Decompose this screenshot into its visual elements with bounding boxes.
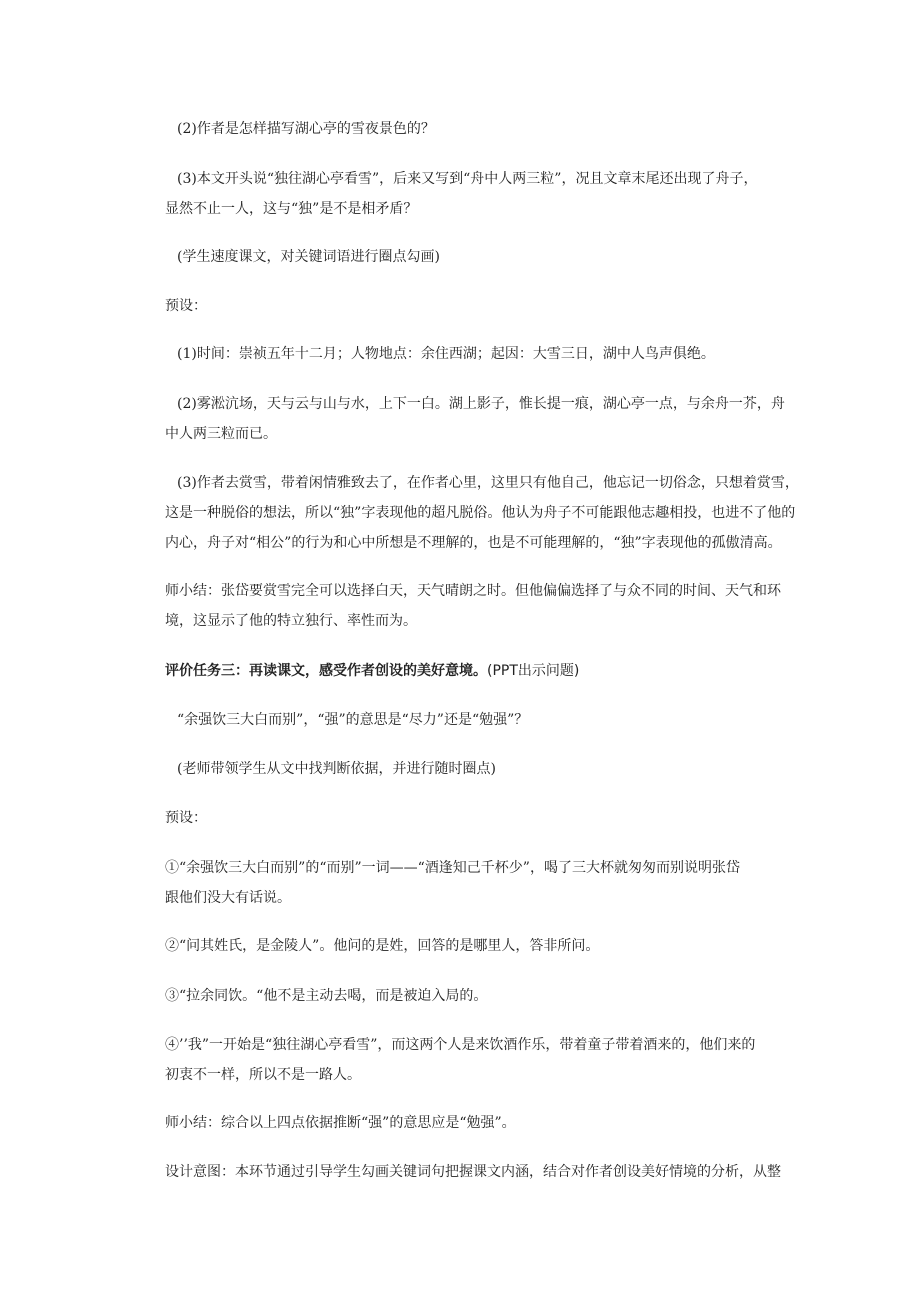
answer-3-line-3: 内心，舟子对“相公”的行为和心中所想是不理解的，也是不可能理解的，“独”字表现他的孤傲清高。 [165,535,782,551]
student-instruction-text: (学生速度课文，对关键词语进行圈点勾画) [177,249,440,265]
teacher-summary-2-text: 师小结：综合以上四点依据推断“强”的意思应是“勉强”。 [165,1115,516,1131]
design-intent [165,1157,790,1187]
evidence-1 [165,853,790,913]
evidence-1-line-1: ①“余强饮三大白而别”的“而别”一词——“酒逢知己千杯少”，喝了三大杯就匆匆而别说明张岱 [165,860,740,876]
answer-1-text: (1)时间：崇祯五年十二月；人物地点：余住西湖；起因：大雪三日，湖中人鸟声俱绝。 [177,346,715,362]
key-question [165,705,790,735]
question-3 [165,164,790,224]
evidence-2-text: ②“问其姓氏，是金陵人”。他问的是姓，回答的是哪里人，答非所问。 [165,938,600,954]
evidence-1-line-2: 跟他们没大有话说。 [165,890,291,906]
preset-heading-2-text: 预设： [165,810,207,826]
question-3-line-2: 显然不止一人，这与“独”是不是相矛盾？ [165,201,418,217]
preset-heading-1 [165,291,790,321]
answer-2-line-1: (2)雾淞沆场，天与云与山与水，上下一白。湖上影子，惟长提一痕，湖心亭一点，与余舟一芥，舟 [177,396,785,412]
evaluation-task-3 [165,656,790,686]
design-intent-text: 设计意图：本环节通过引导学生勾画关键词句把握课文内涵，结合对作者创设美好情境的分析，从整 [165,1164,781,1180]
answer-1 [165,339,790,369]
teacher-summary-1-line-2: 境，这显示了他的特立独行、率性而为。 [165,613,417,629]
evidence-3-text: ③“拉余同饮。“他不是主动去喝，而是被迫入局的。 [165,988,488,1004]
evidence-2 [165,931,790,961]
student-instruction [165,242,790,272]
evidence-3 [165,981,790,1011]
teacher-summary-1-line-1: 师小结：张岱要赏雪完全可以选择白天，天气晴朗之时。但他偏偏选择了与众不同的时间、天气和环 [165,583,781,599]
question-2-text: (2)作者是怎样描写湖心亭的雪夜景色的？ [177,121,435,137]
answer-3-line-2: 这是一种脱俗的想法，所以“独”字表现他的超凡脱俗。他认为舟子不可能跟他志趣相投，也进不了他的 [165,505,796,521]
teacher-summary-1 [165,576,790,636]
evaluation-task-3-ppt-note: (PPT出示问题) [487,663,580,679]
teacher-instruction-text: (老师带领学生从文中找判断依据，并进行随时圈点) [177,761,496,777]
evaluation-task-3-text [165,656,790,686]
preset-heading-1-text: 预设： [165,298,207,314]
question-2 [165,114,790,144]
preset-heading-2 [165,803,790,833]
answer-3 [165,468,799,558]
answer-2-line-2: 中人两三粒而已。 [165,426,277,442]
answer-2 [165,389,790,449]
evidence-4 [165,1030,790,1090]
key-question-text: “余强饮三大白而别”，“强”的意思是“尽力”还是“勉强”？ [177,712,529,728]
teacher-instruction [165,754,790,784]
evidence-4-line-1: ④’’我”一开始是“独往湖心亭看雪”，而这两个人是来饮酒作乐，带着童子带着酒来的，他们来的 [165,1037,756,1053]
question-3-line-1: (3)本文开头说“独往湖心亭看雪”，后来又写到“舟中人两三粒”，况且文章末尾还出现了舟子， [177,171,758,187]
evaluation-task-3-title: 评价任务三：再读课文，感受作者创设的美好意境。 [165,663,487,679]
teacher-summary-2 [165,1108,790,1138]
answer-3-line-1: (3)作者去赏雪，带着闲情雅致去了，在作者心里，这里只有他自己，他忘记一切俗念，只想着赏雪， [177,475,799,491]
evidence-4-line-2: 初衷不一样，所以不是一路人。 [165,1067,361,1083]
